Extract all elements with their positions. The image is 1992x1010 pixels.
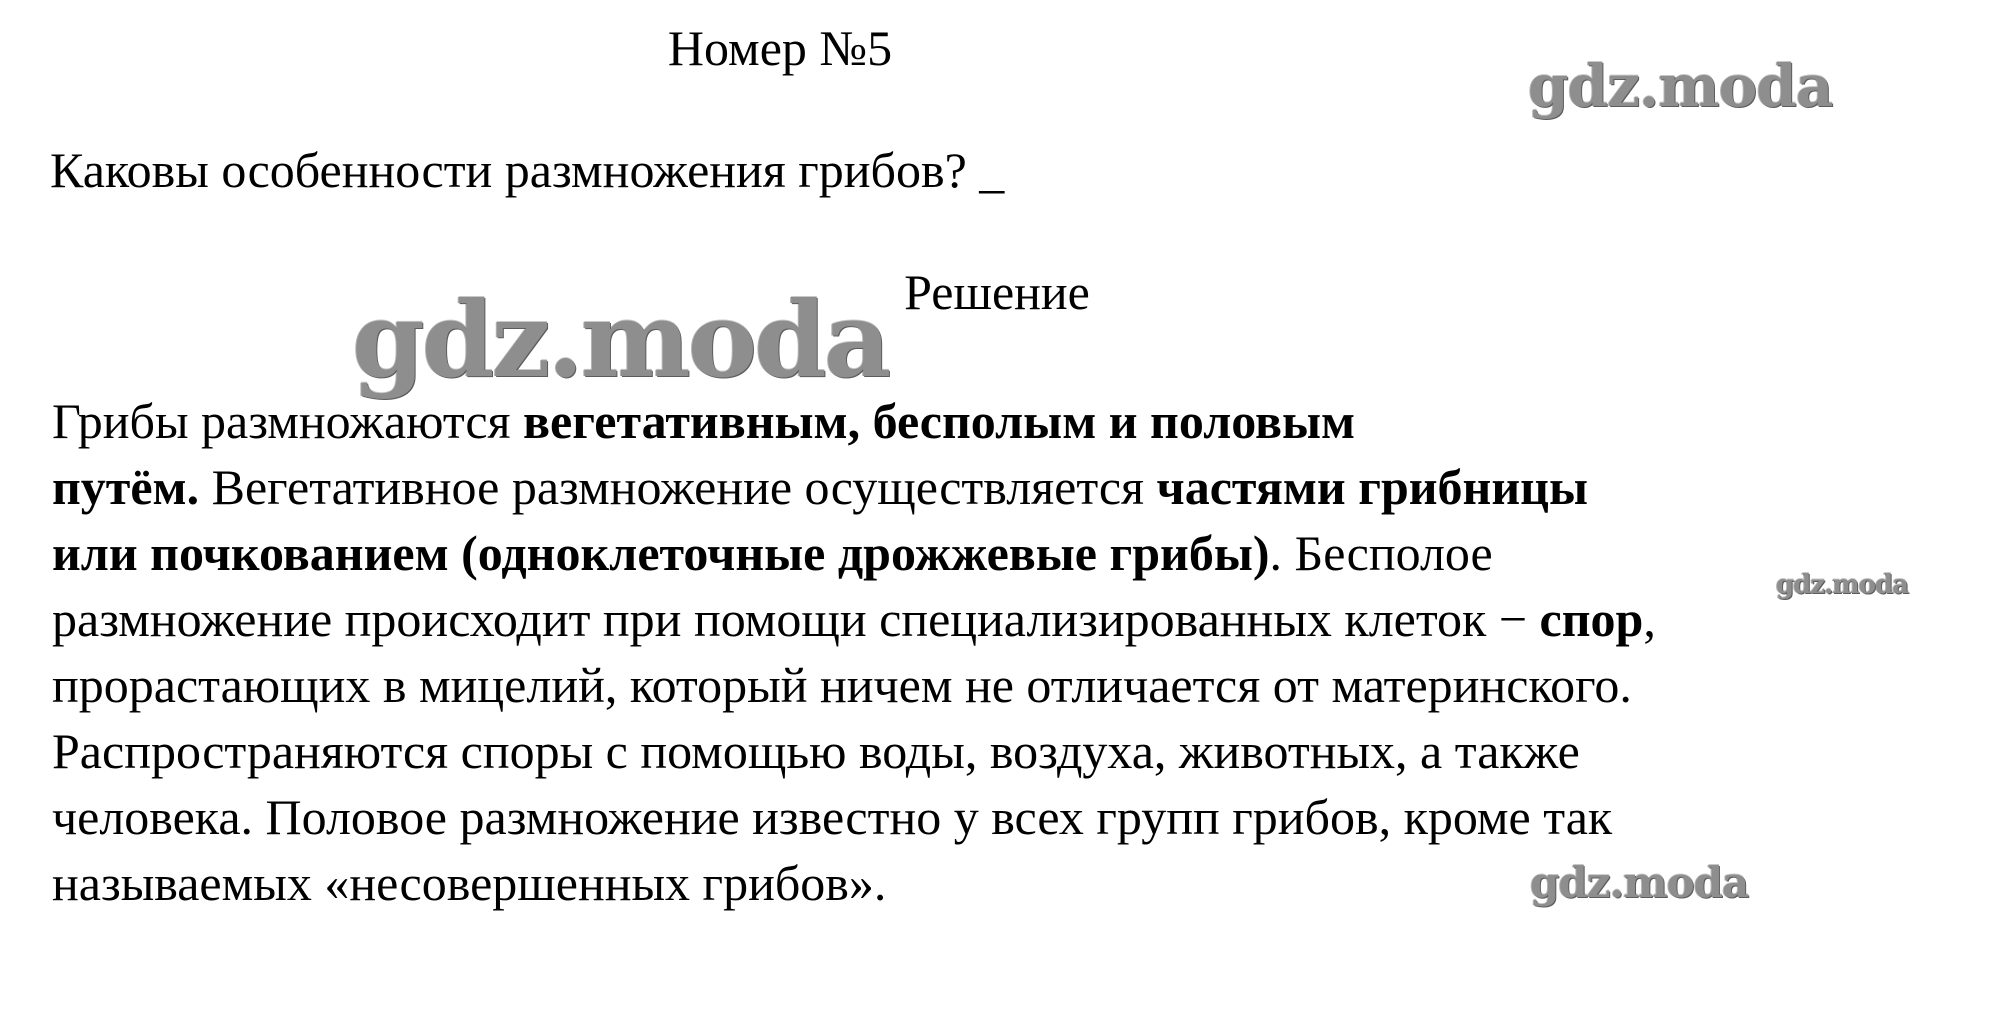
watermark-logo: gdz.moda bbox=[1530, 858, 1749, 907]
answer-bold-text: спор bbox=[1539, 591, 1644, 647]
answer-text: называемых «несовершенных грибов». bbox=[52, 855, 887, 911]
answer-text: размножение происходит при помощи специализированных клеток − bbox=[52, 591, 1540, 647]
watermark-logo: gdz.moda bbox=[1776, 570, 1909, 600]
answer-text: человека. Половое размножение известно у всех групп грибов, кроме так bbox=[52, 789, 1613, 845]
answer-line bbox=[52, 520, 1656, 586]
answer-line bbox=[52, 586, 1656, 652]
answer-text: Вегетативное размножение осуществляется bbox=[199, 459, 1157, 515]
answer-bold-text: частями грибницы bbox=[1156, 459, 1589, 515]
question-text: Каковы особенности размножения грибов? _ bbox=[50, 142, 1005, 198]
answer-line bbox=[52, 652, 1656, 718]
answer-line bbox=[52, 454, 1656, 520]
answer-text: прорастающих в мицелий, который ничем не отличается от материнского. bbox=[52, 657, 1632, 713]
answer-text: . Бесполое bbox=[1269, 525, 1493, 581]
answer-text: Распространяются споры с помощью воды, воздуха, животных, а также bbox=[52, 723, 1580, 779]
answer-text: Грибы размножаются bbox=[52, 393, 524, 449]
solution-label: Решение bbox=[904, 264, 1090, 320]
page-title: Номер №5 bbox=[667, 20, 893, 76]
answer-text: , bbox=[1643, 591, 1656, 647]
answer-paragraph bbox=[52, 388, 1656, 916]
watermark-logo: gdz.moda bbox=[352, 278, 889, 401]
answer-bold-text: путём. bbox=[52, 459, 200, 515]
answer-bold-text: вегетативным, бесполым и половым bbox=[523, 393, 1356, 449]
answer-line bbox=[52, 850, 1656, 916]
answer-line bbox=[52, 718, 1656, 784]
answer-line bbox=[52, 388, 1656, 454]
answer-line bbox=[52, 784, 1656, 850]
answer-bold-text: или почкованием (одноклеточные дрожжевые грибы) bbox=[52, 525, 1270, 581]
watermark-logo: gdz.moda bbox=[1528, 52, 1833, 120]
